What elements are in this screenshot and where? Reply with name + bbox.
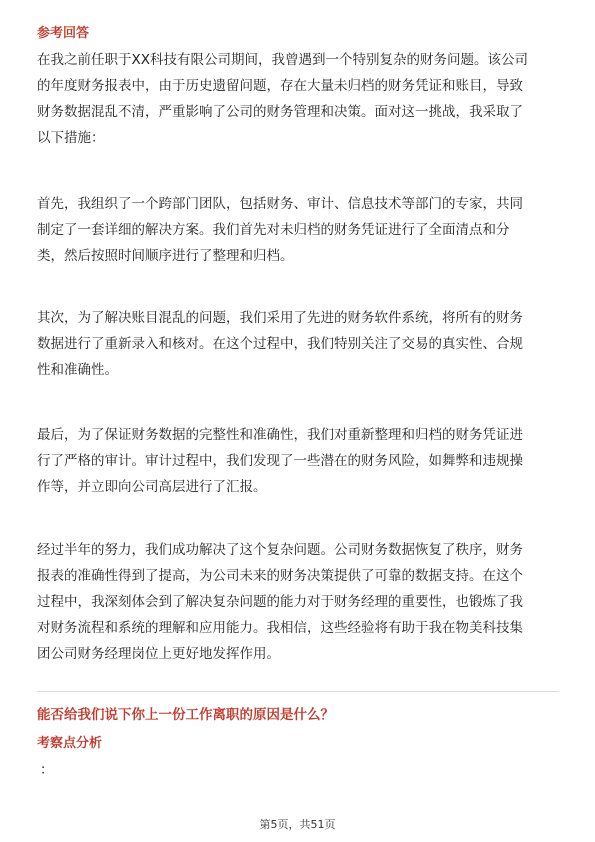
paragraph-line: 财务数据混乱不清，严重影响了公司的财务管理和决策。面对这一挑战，我采取了 (37, 104, 523, 120)
paragraph-line: 其次，为了解决账目混乱的问题，我们采用了先进的财务软件系统，将所有的财务 (37, 310, 523, 326)
paragraph-line: 经过半年的努力，我们成功解决了这个复杂问题。公司财务数据恢复了秩序，财务 (37, 542, 523, 558)
paragraph-line: 最后，为了保证财务数据的完整性和准确性，我们对重新整理和归档的财务凭证进 (37, 427, 523, 443)
answer-paragraph-2 (37, 191, 562, 269)
paragraph-line: 报表的准确性得到了提高，为公司未来的财务决策提供了可靠的数据支持。在这个 (37, 568, 523, 584)
paragraph-line: 团公司财务经理岗位上更好地发挥作用。 (37, 646, 280, 662)
paragraph-line: 作等，并立即向公司高层进行了汇报。 (37, 479, 267, 495)
page-number-footer: 第5页，共51页 (259, 818, 336, 831)
paragraph-line: 对财务流程和系统的理解和应用能力。我相信，这些经验将有助于我在物美科技集 (37, 620, 523, 636)
paragraph-line: 行了严格的审计。审计过程中，我们发现了一些潜在的财务风险，如舞弊和违规操 (37, 453, 523, 469)
paragraph-line: 在我之前任职于XX科技有限公司期间，我曾遇到一个特别复杂的财务问题。该公司 (37, 52, 528, 68)
answer-paragraph-3 (37, 305, 562, 383)
paragraph-line: 以下措施： (37, 130, 105, 146)
paragraph-line: 首先，我组织了一个跨部门团队，包括财务、审计、信息技术等部门的专家，共同 (37, 196, 523, 212)
section-divider (37, 691, 559, 692)
analysis-text: ： (40, 762, 54, 778)
answer-paragraph-4 (37, 422, 562, 500)
answer-paragraph-5 (37, 537, 562, 667)
paragraph-line: 类，然后按照时间顺序进行了整理和归档。 (37, 248, 294, 264)
answer-paragraph-1 (37, 47, 562, 151)
paragraph-line: 过程中，我深刻体会到了解决复杂问题的能力对于财务经理的重要性，也锻炼了我 (37, 594, 523, 610)
next-question-heading: 能否给我们说下你上一份工作离职的原因是什么？ (37, 707, 334, 723)
analysis-heading: 考察点分析 (37, 736, 103, 751)
answer-heading: 参考回答 (37, 26, 90, 41)
paragraph-line: 的年度财务报表中，由于历史遗留问题，存在大量未归档的财务凭证和账目，导致 (37, 78, 523, 94)
paragraph-line: 制定了一套详细的解决方案。我们首先对未归档的财务凭证进行了全面清点和分 (37, 222, 510, 238)
paragraph-line: 数据进行了重新录入和核对。在这个过程中，我们特别关注了交易的真实性、合规 (37, 336, 523, 352)
paragraph-line: 性和准确性。 (37, 362, 118, 378)
